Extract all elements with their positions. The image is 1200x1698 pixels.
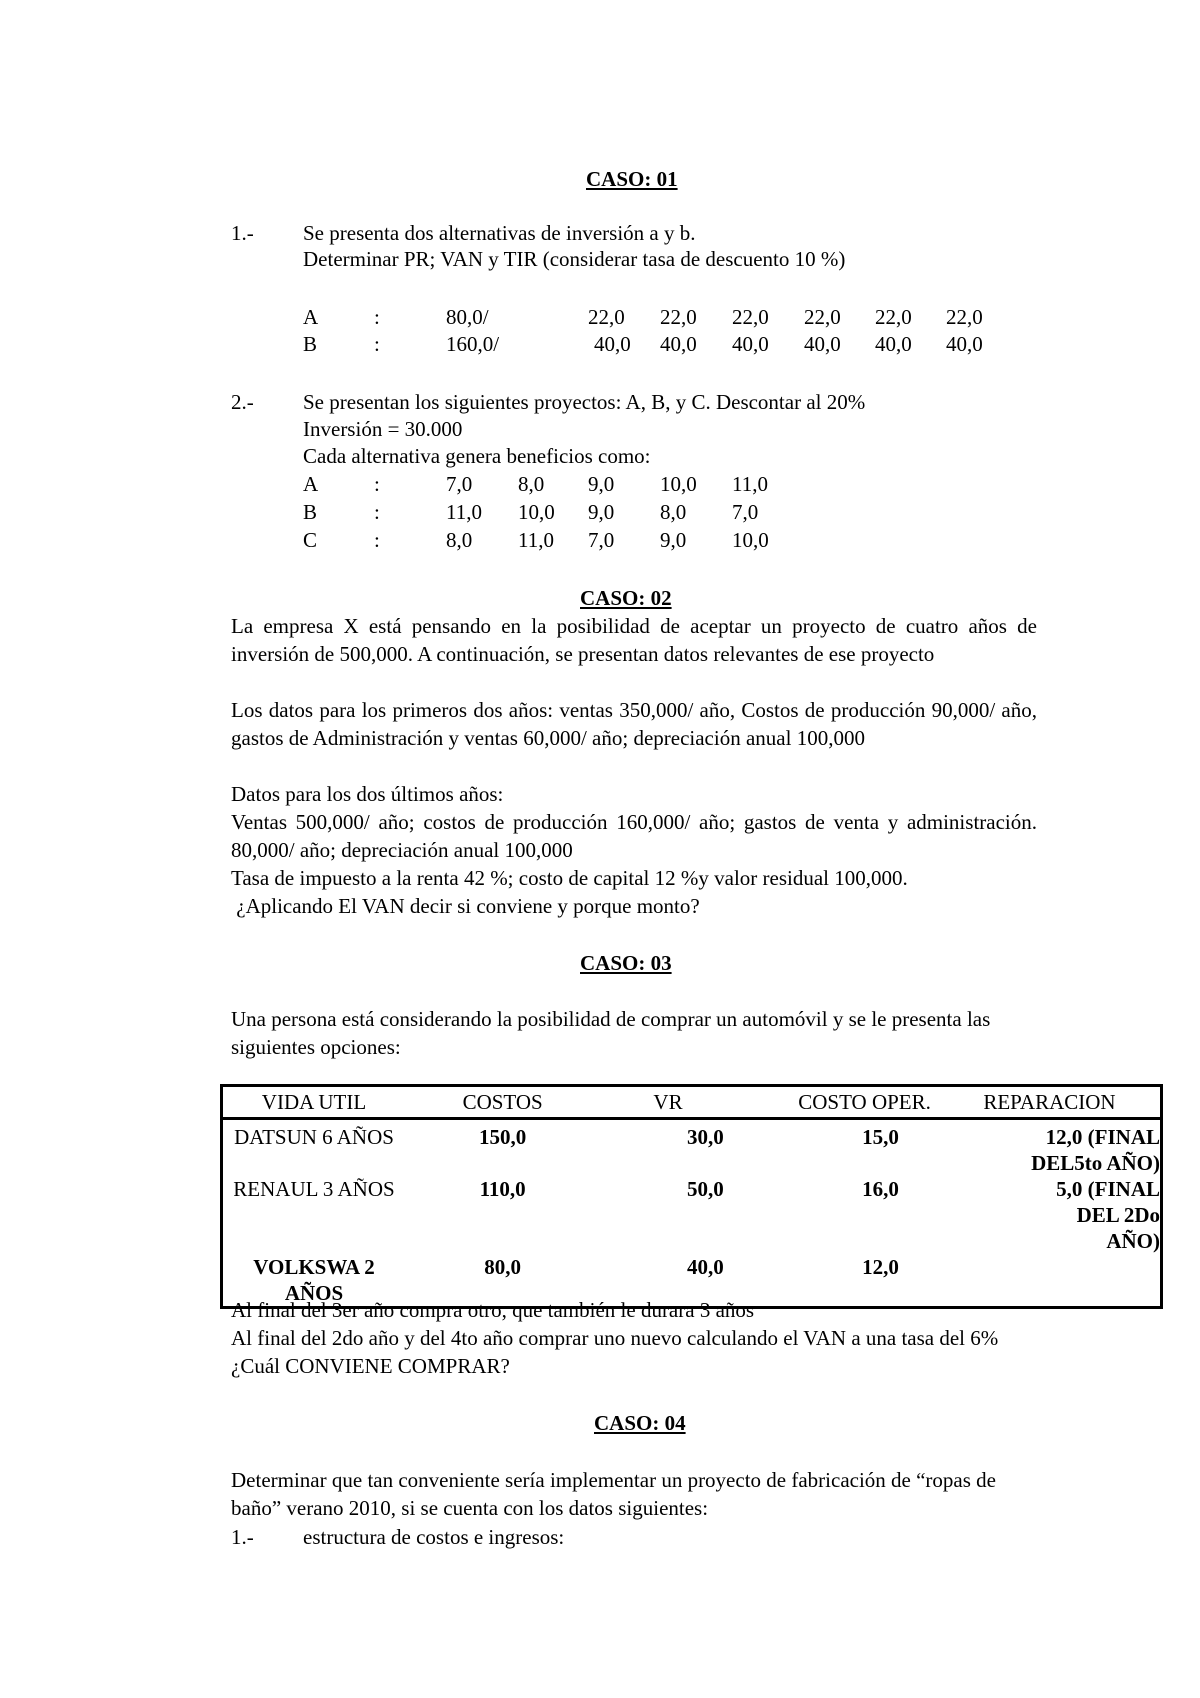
caso-03-intro: Una persona está considerando la posibilidad de comprar un automóvil y se le presenta las siguientes opciones: <box>231 1007 991 1059</box>
caso-04-intro: Determinar que tan conveniente sería implementar un proyecto de fabricación de “ropas de baño” verano 2010, si se cuenta con los datos siguientes: <box>231 1468 996 1520</box>
project-a-value-1: 7,0 <box>446 472 473 496</box>
item-1-number: 1.- <box>231 221 254 245</box>
car-name: VOLKSWA 2 AÑOS <box>253 1255 375 1305</box>
alt-b-value-2: 40,0 <box>660 332 697 356</box>
alt-a-value-2: 22,0 <box>660 305 697 329</box>
car-cost: 80,0 <box>484 1255 522 1279</box>
caso-01-heading: CASO: 01 <box>586 167 678 191</box>
project-c-value-4: 9,0 <box>660 528 687 552</box>
car-oper-cost: 16,0 <box>862 1177 899 1201</box>
table-row <box>222 1176 1162 1254</box>
alt-b-value-5: 40,0 <box>875 332 912 356</box>
project-a-separator: : <box>374 472 380 496</box>
caso-02-paragraph-3: Datos para los dos últimos años: <box>231 782 504 806</box>
alt-a-separator: : <box>374 305 380 329</box>
caso-04-item-text: estructura de costos e ingresos: <box>303 1525 565 1549</box>
car-vr: 30,0 <box>686 1125 724 1149</box>
car-oper-cost: 12,0 <box>862 1255 899 1279</box>
caso-03-note-2: Al final del 2do año y del 4to año comprar uno nuevo calculando el VAN a una tasa del 6% ¿Cuál CONVIENE COMPRAR? <box>231 1326 999 1378</box>
alt-b-value-4: 40,0 <box>804 332 841 356</box>
project-c-value-5: 10,0 <box>732 528 769 552</box>
car-vr: 50,0 <box>686 1177 724 1201</box>
car-oper-cost: 15,0 <box>862 1125 899 1149</box>
caso-02-paragraph-1: La empresa X está pensando en la posibilidad de aceptar un proyecto de cuatro años de inversión de 500,000. A continuación, se presentan datos relevantes de ese proyecto <box>231 614 1037 666</box>
caso-02-paragraph-4: Ventas 500,000/ año; costos de producción 160,000/ año; gastos de venta y administración. 80,000/ año; depreciación anual 100,000 <box>231 810 1037 862</box>
caso-02-heading: CASO: 02 <box>580 586 672 610</box>
project-b-value-3: 9,0 <box>588 500 615 524</box>
header-costo-oper: COSTO OPER. <box>736 1086 939 1119</box>
project-c-value-1: 8,0 <box>446 528 473 552</box>
item-2-line-1: Se presentan los siguientes proyectos: A, B, y C. Descontar al 20% <box>303 390 866 414</box>
car-name: DATSUN 6 AÑOS <box>234 1125 394 1149</box>
alt-a-value-5: 22,0 <box>875 305 912 329</box>
alt-a-value-4: 22,0 <box>804 305 841 329</box>
alt-b-investment: 160,0/ <box>446 332 500 356</box>
item-2-number: 2.- <box>231 390 254 414</box>
project-b-value-2: 10,0 <box>518 500 555 524</box>
caso-04-item-number: 1.- <box>231 1525 254 1549</box>
header-vida-util: VIDA UTIL <box>222 1086 406 1119</box>
car-vr: 40,0 <box>686 1255 724 1279</box>
alt-b-separator: : <box>374 332 380 356</box>
alt-a-value-6: 22,0 <box>946 305 983 329</box>
project-c-separator: : <box>374 528 380 552</box>
car-repair: 12,0 (FINAL DEL5to AÑO) <box>1031 1125 1160 1175</box>
alt-a-label: A <box>303 305 319 329</box>
item-2-line-3: Cada alternativa genera beneficios como: <box>303 444 651 468</box>
project-b-label: B <box>303 500 318 524</box>
project-c-value-2: 11,0 <box>518 528 554 552</box>
caso-02-paragraph-6: ¿Aplicando El VAN decir si conviene y porque monto? <box>231 894 700 918</box>
car-repair: 5,0 (FINAL DEL 2Do AÑO) <box>1056 1177 1160 1253</box>
alt-b-value-1: 40,0 <box>594 332 631 356</box>
project-a-value-4: 10,0 <box>660 472 697 496</box>
alt-a-investment: 80,0/ <box>446 305 489 329</box>
header-reparacion: REPARACION <box>939 1086 1162 1119</box>
car-cost: 150,0 <box>479 1125 527 1149</box>
project-b-value-5: 7,0 <box>732 500 759 524</box>
caso-02-paragraph-5: Tasa de impuesto a la renta 42 %; costo de capital 12 %y valor residual 100,000. <box>231 866 908 890</box>
caso-04-heading: CASO: 04 <box>594 1411 686 1435</box>
caso-03-note-1: Al final del 3er año compra otro, que también le durara 3 años <box>231 1298 755 1322</box>
item-2-line-2: Inversión = 30.000 <box>303 417 463 441</box>
project-c-label: C <box>303 528 318 552</box>
project-b-value-4: 8,0 <box>660 500 687 524</box>
table-row <box>222 1119 1162 1177</box>
table-header-row <box>222 1086 1162 1119</box>
caso-02-paragraph-2: Los datos para los primeros dos años: ventas 350,000/ año, Costos de producción 90,000/ año, gastos de Administración y ventas 60,000/ año; depreciación anual 100,000 <box>231 698 1037 750</box>
item-1-line-1: Se presenta dos alternativas de inversión a y b. <box>303 221 696 245</box>
alt-a-value-1: 22,0 <box>588 305 625 329</box>
project-a-value-5: 11,0 <box>732 472 768 496</box>
alt-a-value-3: 22,0 <box>732 305 769 329</box>
project-b-separator: : <box>374 500 380 524</box>
header-costos: COSTOS <box>405 1086 600 1119</box>
item-1-line-2: Determinar PR; VAN y TIR (considerar tasa de descuento 10 %) <box>303 247 846 271</box>
project-a-label: A <box>303 472 319 496</box>
header-vr: VR <box>600 1086 735 1119</box>
project-a-value-3: 9,0 <box>588 472 615 496</box>
car-name: RENAUL 3 AÑOS <box>233 1177 395 1201</box>
project-a-value-2: 8,0 <box>518 472 545 496</box>
project-c-value-3: 7,0 <box>588 528 615 552</box>
alt-b-value-6: 40,0 <box>946 332 983 356</box>
car-options-table <box>220 1084 1163 1309</box>
caso-03-heading: CASO: 03 <box>580 951 672 975</box>
alt-b-value-3: 40,0 <box>732 332 769 356</box>
project-b-value-1: 11,0 <box>446 500 482 524</box>
alt-b-label: B <box>303 332 318 356</box>
car-cost: 110,0 <box>479 1177 526 1201</box>
